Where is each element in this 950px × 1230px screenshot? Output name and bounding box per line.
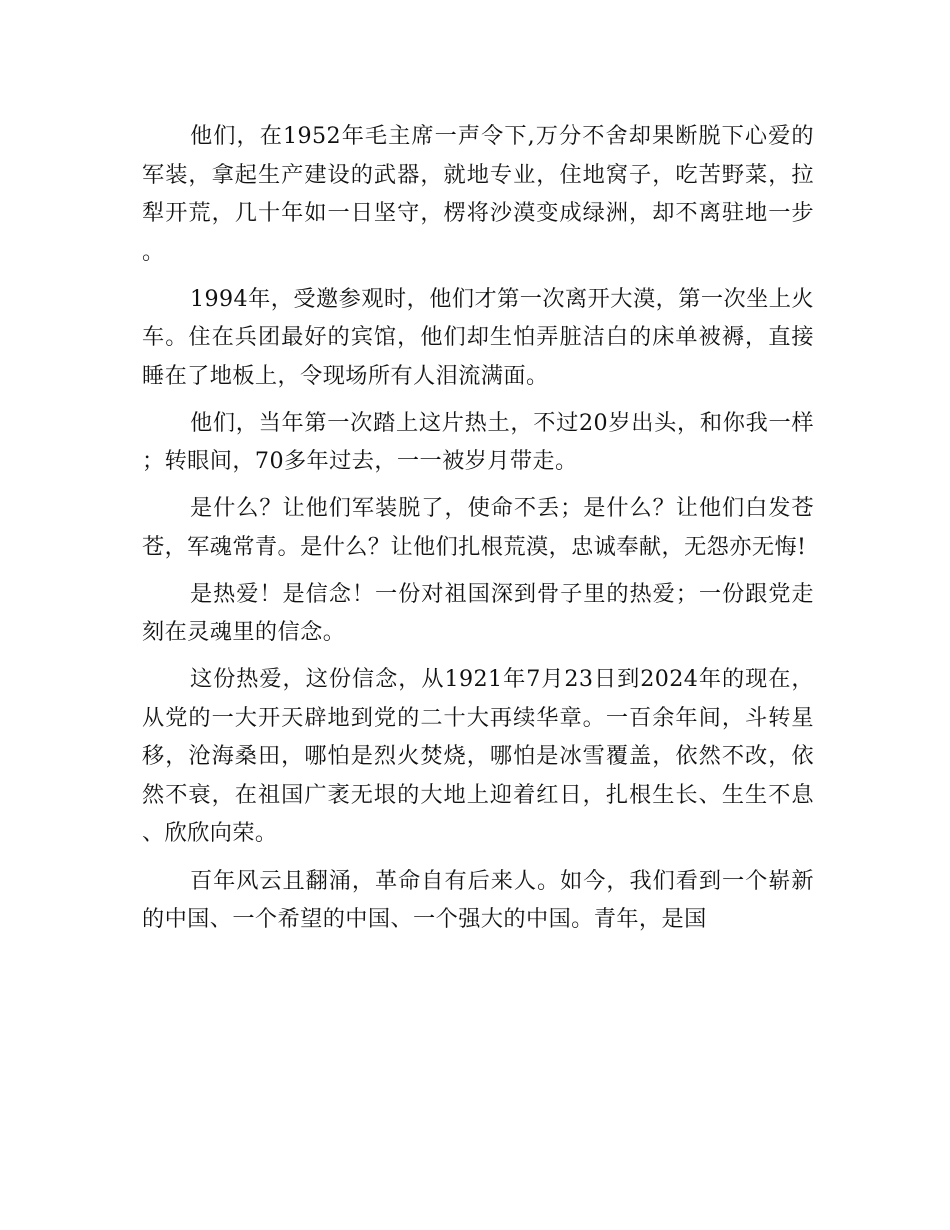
paragraph-5: 是热爱！是信念！一份对祖国深到骨子里的热爱；一份跟党走刻在灵魂里的信念。 xyxy=(142,580,814,646)
paragraph-6: 这份热爱，这份信念，从1921年7月23日到2024年的现在，从党的一大开天辟地到党的二十大再续华章。一百余年间，斗转星移，沧海桑田，哪怕是烈火焚烧，哪怕是冰雪覆盖，依然不改，依然不衰，在祖国广袤无垠的大地上迎着红日，扎根生长、生生不息、欣欣向荣。 xyxy=(142,666,814,847)
document-body xyxy=(142,117,814,947)
paragraph-3: 他们，当年第一次踏上这片热土，不过20岁出头，和你我一样；转眼间，70多年过去，一一被岁月带走。 xyxy=(142,409,814,475)
paragraph-7: 百年风云且翻涌，革命自有后来人。如今，我们看到一个崭新的中国、一个希望的中国、一个强大的中国。青年，是国 xyxy=(142,867,814,933)
paragraph-1: 他们，在1952年毛主席一声令下,万分不舍却果断脱下心爱的军装，拿起生产建设的武器，就地专业，住地窝子，吃苦野菜，拉犁开荒，几十年如一日坚守，楞将沙漠变成绿洲，却不离驻地一步。 xyxy=(142,123,814,265)
paragraph-2: 1994年，受邀参观时，他们才第一次离开大漠，第一次坐上火车。住在兵团最好的宾馆，他们却生怕弄脏洁白的床单被褥，直接睡在了地板上，令现场所有人泪流满面。 xyxy=(142,285,814,389)
paragraph-4: 是什么？让他们军装脱了，使命不丢；是什么？让他们白发苍苍，军魂常青。是什么？让他们扎根荒漠，忠诚奉献，无怨亦无悔! xyxy=(142,495,814,560)
